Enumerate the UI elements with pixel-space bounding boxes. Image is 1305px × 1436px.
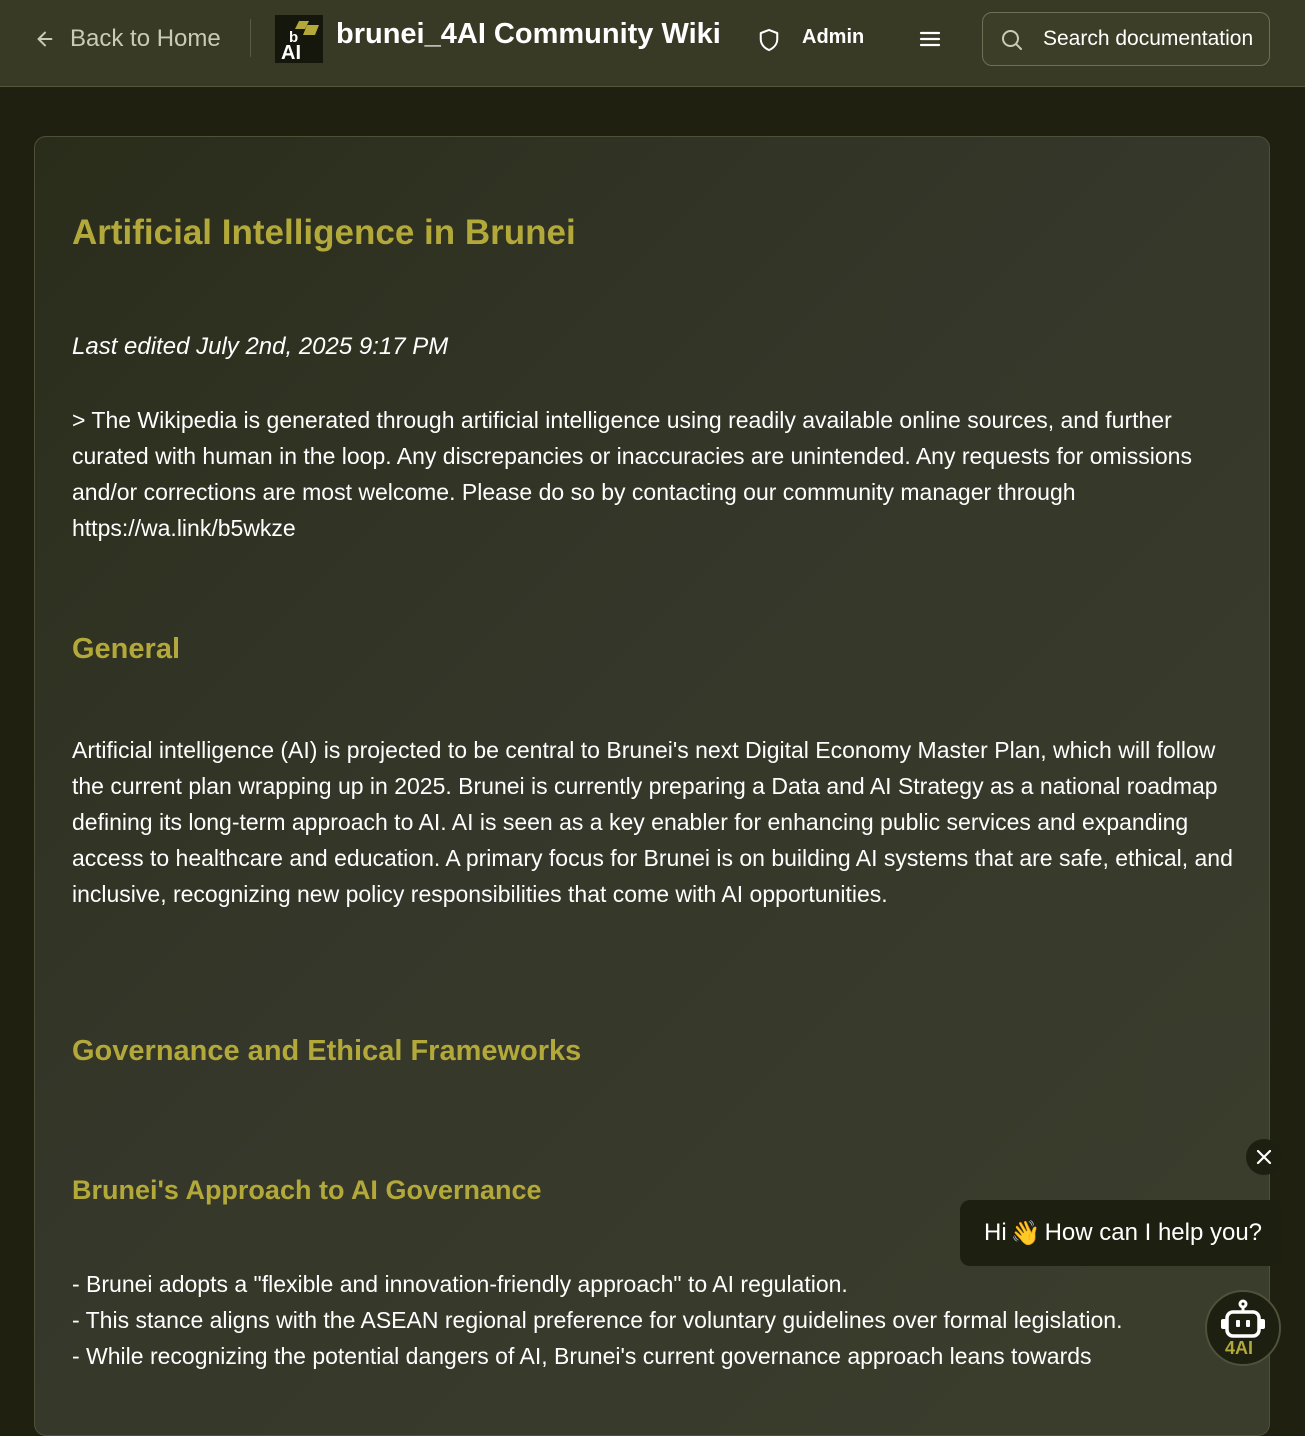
shield-icon [758, 28, 780, 52]
general-heading: General [72, 633, 180, 665]
governance-heading: Governance and Ethical Frameworks [72, 1035, 582, 1067]
site-title[interactable]: brunei_4AI Community Wiki [336, 18, 721, 50]
disclaimer-paragraph: > The Wikipedia is generated through artificial intelligence using readily available online sources, and further curated with human in the loop. Any discrepancies or inaccuracies are unintended. Any requests for omissions and/or corrections are most welcome. Please do so by contacting our community manager through https://wa.link/b5wkze [72, 407, 1192, 541]
hamburger-menu-icon[interactable] [918, 28, 942, 50]
list-item: - Brunei adopts a "flexible and innovation-friendly approach" to AI regulation. [72, 1271, 848, 1297]
approach-list [72, 1266, 1242, 1374]
search-box[interactable] [982, 12, 1270, 66]
close-icon [1256, 1149, 1272, 1165]
page-title: Artificial Intelligence in Brunei [72, 213, 576, 252]
back-to-home-label: Back to Home [70, 25, 221, 52]
list-item: - While recognizing the potential dangers of AI, Brunei's current governance approach leans towards [72, 1343, 1092, 1369]
header-divider [250, 19, 251, 57]
logo-text-bottom: AI [281, 42, 301, 63]
search-icon [1000, 28, 1024, 52]
general-paragraph: Artificial intelligence (AI) is projected to be central to Brunei's next Digital Economy Master Plan, which will follow the current plan wrapping up in 2025. Brunei is currently preparing a Data and AI Strategy as a national roadmap defining its long-term approach to AI. AI is seen as a key enabler for enhancing public services and expanding access to healthcare and education. A primary focus for Brunei is on building AI systems that are safe, ethical, and inclusive, recognizing new policy responsibilities that come with AI opportunities. [72, 737, 1233, 907]
robot-icon [1207, 1292, 1279, 1364]
logo-text-top: b [289, 29, 299, 46]
site-logo[interactable] [275, 15, 323, 63]
wave-icon: 👋 [1010, 1219, 1041, 1247]
chat-close-button[interactable] [1246, 1139, 1282, 1175]
chat-greeting-text: How can I help you? [1044, 1219, 1263, 1246]
list-item: - This stance aligns with the ASEAN regional preference for voluntary guidelines over formal legislation. [72, 1307, 1123, 1333]
chat-greeting-bubble[interactable] [960, 1200, 1282, 1266]
back-to-home-link[interactable] [34, 22, 221, 56]
chat-greeting-hi: Hi [984, 1219, 1007, 1246]
chatbot-launcher-button[interactable] [1205, 1290, 1281, 1366]
bot-badge-text: 4AI [1225, 1338, 1254, 1358]
arrow-left-icon [34, 28, 56, 50]
admin-link[interactable]: Admin [802, 26, 865, 48]
search-input[interactable] [1043, 13, 1253, 65]
approach-heading: Brunei's Approach to AI Governance [72, 1175, 542, 1205]
last-edited: Last edited July 2nd, 2025 9:17 PM [72, 333, 449, 360]
top-header [0, 0, 1305, 87]
